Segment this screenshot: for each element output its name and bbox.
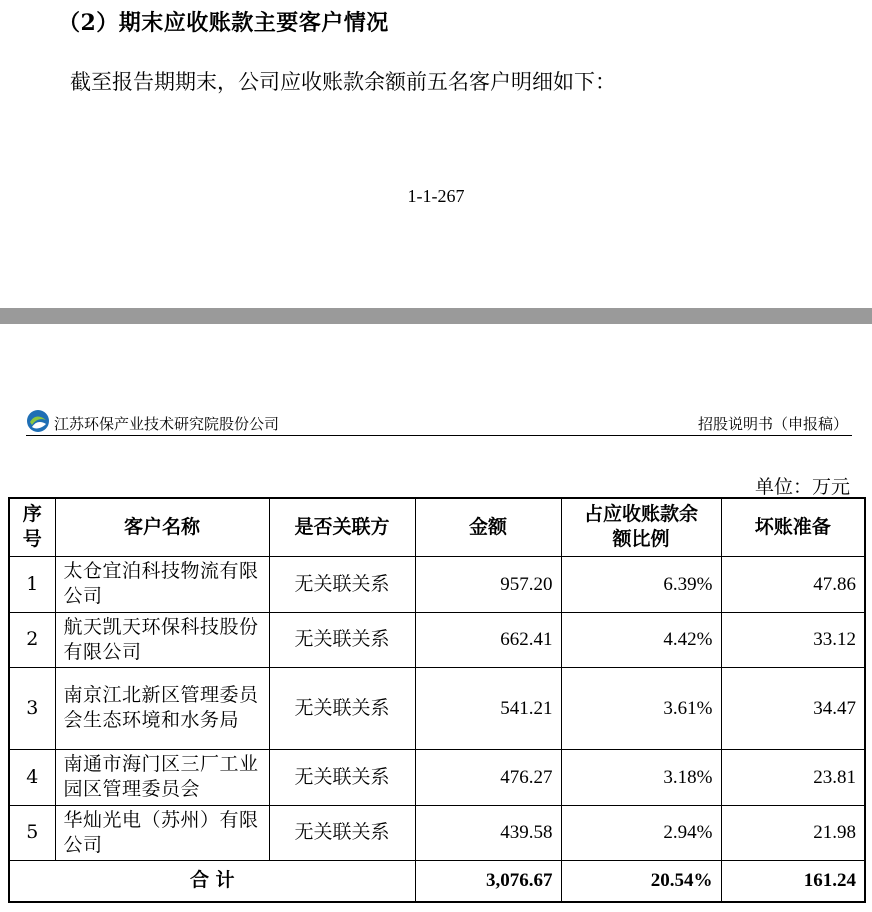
row-bad-debt: 23.81 <box>721 749 865 805</box>
document-title: 招股说明书（申报稿） <box>697 415 848 433</box>
total-ratio: 20.54% <box>561 860 721 902</box>
row-bad-debt: 34.47 <box>721 667 865 749</box>
section-heading: （2）期末应收账款主要客户情况 <box>58 10 389 36</box>
row-customer-name: 太仓宜泊科技物流有限公司 <box>55 556 269 612</box>
row-bad-debt: 47.86 <box>721 556 865 612</box>
header-related-party: 是否关联方 <box>269 498 415 556</box>
row-seq: 1 <box>9 556 55 612</box>
row-ratio: 3.18% <box>561 749 721 805</box>
row-seq: 2 <box>9 612 55 667</box>
table-row <box>9 556 865 612</box>
table-row <box>9 749 865 805</box>
row-customer-name: 南京江北新区管理委员会生态环境和水务局 <box>55 667 269 749</box>
row-seq: 4 <box>9 749 55 805</box>
row-ratio: 4.42% <box>561 612 721 667</box>
table-row <box>9 805 865 860</box>
row-customer-name: 航天凯天环保科技股份有限公司 <box>55 612 269 667</box>
row-related-party: 无关联关系 <box>269 749 415 805</box>
total-label: 合 计 <box>9 860 415 902</box>
row-ratio: 3.61% <box>561 667 721 749</box>
row-customer-name: 华灿光电（苏州）有限公司 <box>55 805 269 860</box>
row-amount: 476.27 <box>415 749 561 805</box>
company-logo-icon <box>26 409 50 433</box>
row-bad-debt: 33.12 <box>721 612 865 667</box>
company-name: 江苏环保产业技术研究院股份公司 <box>54 415 280 433</box>
header-amount: 金额 <box>415 498 561 556</box>
row-customer-name: 南通市海门区三厂工业园区管理委员会 <box>55 749 269 805</box>
row-amount: 662.41 <box>415 612 561 667</box>
row-ratio: 6.39% <box>561 556 721 612</box>
header-customer-name: 客户名称 <box>55 498 269 556</box>
row-seq: 5 <box>9 805 55 860</box>
table-header-row <box>9 498 865 556</box>
header-bad-debt: 坏账准备 <box>721 498 865 556</box>
page-header <box>26 407 852 436</box>
row-amount: 541.21 <box>415 667 561 749</box>
table-total-row <box>9 860 865 902</box>
row-amount: 439.58 <box>415 805 561 860</box>
row-bad-debt: 21.98 <box>721 805 865 860</box>
total-amount: 3,076.67 <box>415 860 561 902</box>
table-row <box>9 667 865 749</box>
intro-paragraph: 截至报告期期末，公司应收账款余额前五名客户明细如下： <box>70 70 616 94</box>
row-amount: 957.20 <box>415 556 561 612</box>
header-seq: 序号 <box>9 498 55 556</box>
page-number: 1-1-267 <box>407 186 465 206</box>
total-bad-debt: 161.24 <box>721 860 865 902</box>
table-row <box>9 612 865 667</box>
page-separator <box>0 308 872 324</box>
unit-label: 单位：万元 <box>754 476 850 498</box>
row-related-party: 无关联关系 <box>269 556 415 612</box>
row-ratio: 2.94% <box>561 805 721 860</box>
row-related-party: 无关联关系 <box>269 667 415 749</box>
header-ratio: 占应收账款余额比例 <box>561 498 721 556</box>
row-related-party: 无关联关系 <box>269 805 415 860</box>
customer-receivables-table <box>8 497 866 903</box>
row-related-party: 无关联关系 <box>269 612 415 667</box>
row-seq: 3 <box>9 667 55 749</box>
